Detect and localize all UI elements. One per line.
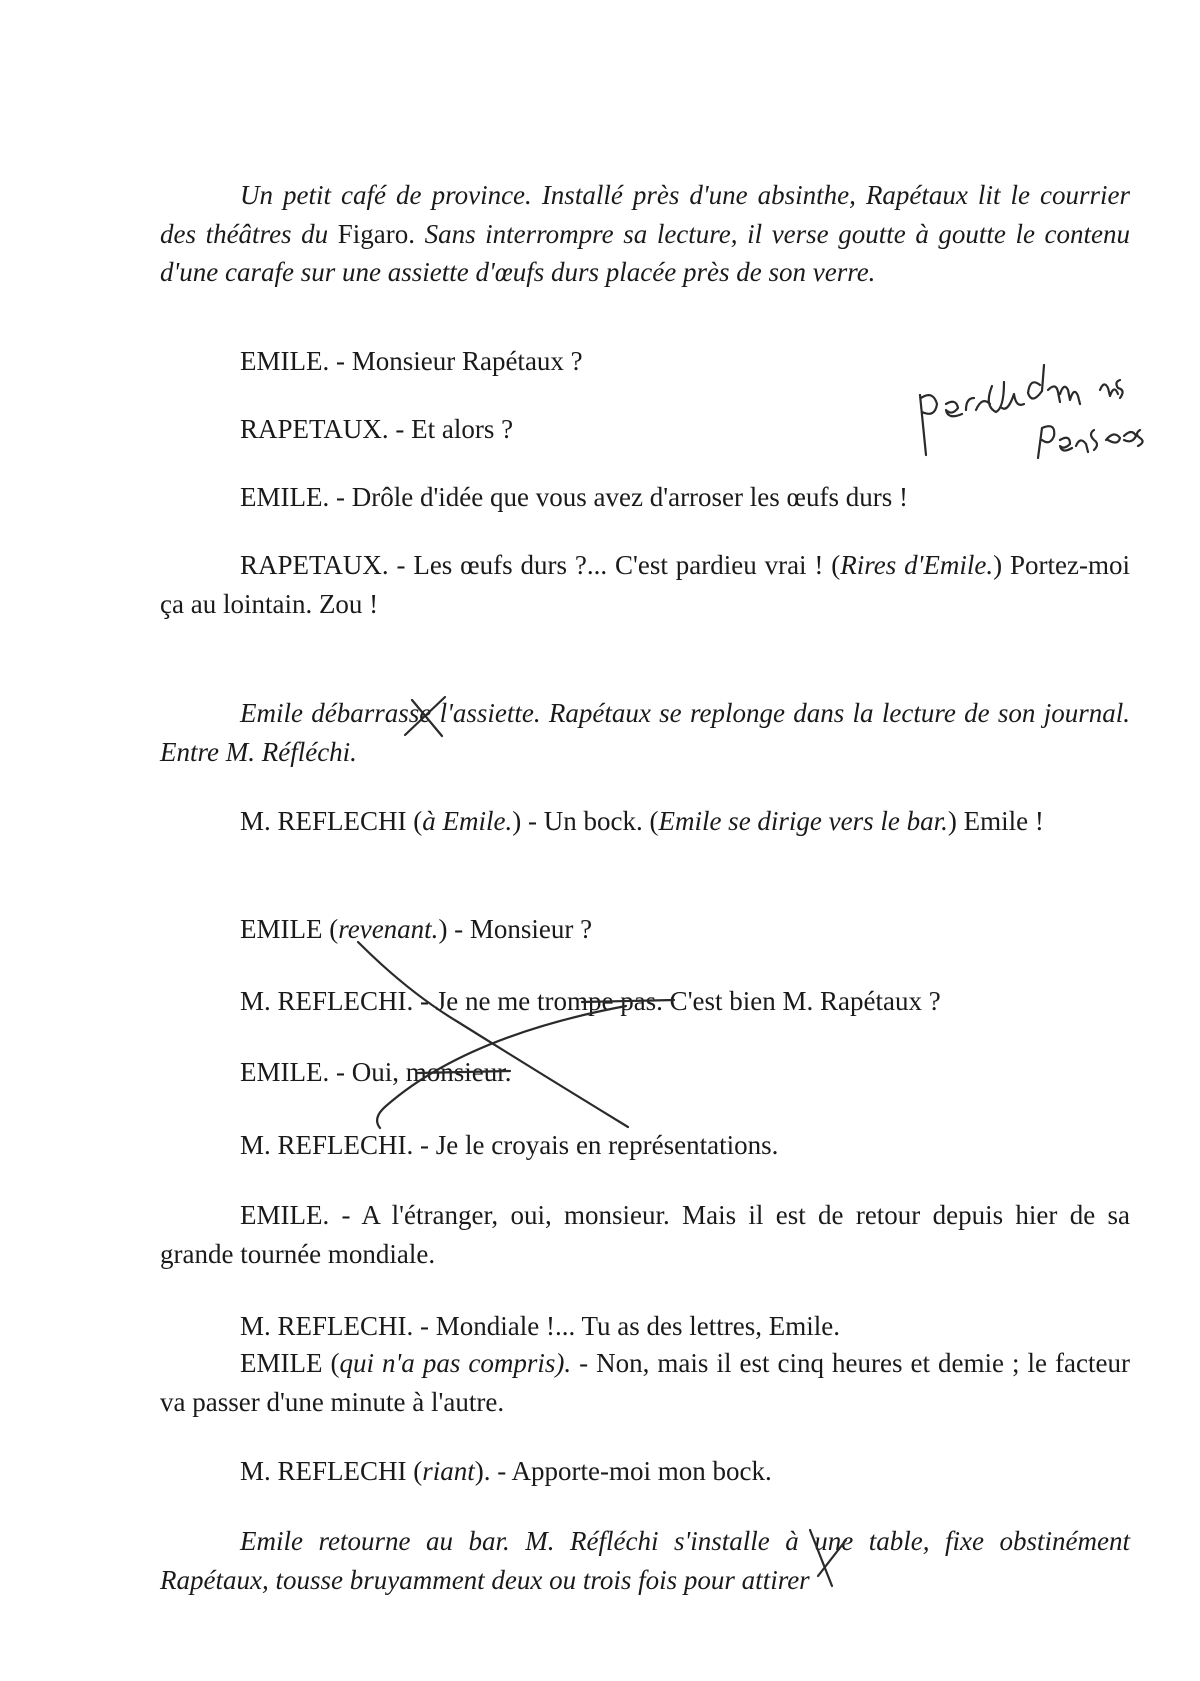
dialogue-line-6: EMILE (revenant.) - Monsieur ? xyxy=(240,914,593,944)
speaker: M. REFLECHI ( xyxy=(240,1456,423,1486)
speaker: M. REFLECHI ( xyxy=(240,806,423,836)
speaker: EMILE. - xyxy=(240,482,352,512)
stage-aside: à Emile. xyxy=(422,806,513,836)
speaker: M. REFLECHI. - xyxy=(240,1130,436,1160)
stage-aside: Emile se dirige vers le bar. xyxy=(658,806,948,836)
dialogue-line-11: M. REFLECHI. - Mondiale !... Tu as des lettres, Emile. xyxy=(240,1311,840,1341)
dialogue-line-8: EMILE. - Oui, monsieur. xyxy=(240,1057,512,1087)
dialogue-line-10: EMILE. - A l'étranger, oui, monsieur. Mais il est de retour depuis hier de sa grande tournée mondiale. xyxy=(160,1200,1130,1269)
speaker: EMILE ( xyxy=(240,914,339,944)
stage-direction-opening: Un petit café de province. Installé près d'une absinthe, Rapétaux lit le courrier des théâtres du Figaro. Sans interrompre sa lecture, il verse goutte à goutte le contenu d'une carafe sur une assiette d'œufs durs placée près de son verre. xyxy=(160,180,1131,287)
stage-aside: revenant. xyxy=(338,914,439,944)
dialogue-line-12: EMILE (qui n'a pas compris). - Non, mais il est cinq heures et demie ; le facteur va passer d'une minute à l'autre. xyxy=(160,1348,1130,1417)
speaker: RAPETAUX. - xyxy=(240,414,412,444)
dialogue-line-7: M. REFLECHI. - Je ne me trompe pas. C'est bien M. Rapétaux ? xyxy=(240,986,941,1016)
stage-direction-3: Emile retourne au bar. M. Réfléchi s'installe à une table, fixe obstinément Rapétaux, tousse bruyamment deux ou trois fois pour attirer xyxy=(160,1526,1130,1595)
stage-direction-2: Emile débarrasse l'assiette. Rapétaux se replonge dans la lecture de son journal. Entre M. Réfléchi. xyxy=(160,698,1130,767)
speaker: M. REFLECHI. - xyxy=(240,1311,436,1341)
dialogue-line-3: EMILE. - Drôle d'idée que vous avez d'arroser les œufs durs ! xyxy=(240,482,909,512)
stage-aside: Rires d'Emile. xyxy=(840,550,994,580)
speaker: EMILE ( xyxy=(240,1348,340,1378)
cross-out-mark xyxy=(358,942,628,1127)
speaker: EMILE. - xyxy=(240,1057,352,1087)
dialogue-line-9: M. REFLECHI. - Je le croyais en représentations. xyxy=(240,1130,779,1160)
stage-aside: qui n'a pas compris). xyxy=(339,1348,572,1378)
dialogue-line-1: EMILE. - Monsieur Rapétaux ? xyxy=(240,346,583,376)
handwritten-note xyxy=(920,365,1143,458)
dialogue-line-2: RAPETAUX. - Et alors ? xyxy=(240,414,514,444)
stage-aside: riant xyxy=(422,1456,475,1486)
speaker: EMILE. - xyxy=(240,346,352,376)
dialogue-line-13: M. REFLECHI (riant). - Apporte-moi mon bock. xyxy=(240,1456,772,1486)
newspaper-title: Figaro. xyxy=(337,218,415,249)
speaker: M. REFLECHI. - xyxy=(240,986,436,1016)
speaker: EMILE. - xyxy=(240,1200,362,1230)
dialogue-line-4: RAPETAUX. - Les œufs durs ?... C'est pardieu vrai ! (Rires d'Emile.) Portez-moi ça au lointain. Zou ! xyxy=(160,550,1131,619)
speaker: RAPETAUX. - xyxy=(240,550,414,580)
dialogue-line-5: M. REFLECHI (à Emile.) - Un bock. (Emile se dirige vers le bar.) Emile ! xyxy=(240,806,1044,836)
